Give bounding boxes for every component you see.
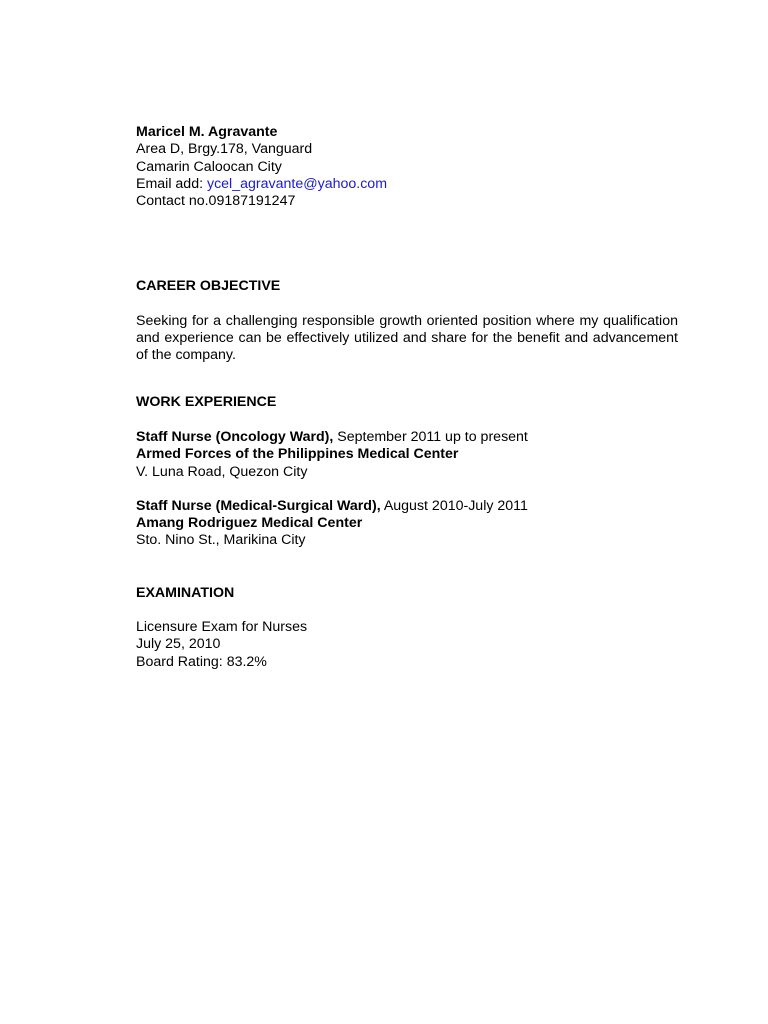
job-position: Staff Nurse (Oncology Ward), bbox=[136, 428, 334, 445]
exam-date: July 25, 2010 bbox=[136, 636, 221, 653]
contact-block bbox=[136, 124, 678, 210]
career-objective-section bbox=[136, 278, 678, 364]
work-experience-title: WORK EXPERIENCE bbox=[136, 393, 277, 410]
career-objective-text: Seeking for a challenging responsible growth oriented position where my qualification and experience can be effectively utilized and share for the benefit and advancement of the company. bbox=[136, 312, 678, 364]
address-line-1: Area D, Brgy.178, Vanguard bbox=[136, 141, 313, 158]
board-rating: Board Rating: 83.2% bbox=[136, 653, 267, 670]
examination-details bbox=[136, 619, 678, 671]
email-link[interactable]: ycel_agravante@yahoo.com bbox=[206, 175, 388, 192]
resume-document bbox=[136, 124, 678, 671]
email-line bbox=[136, 176, 678, 193]
job-location: V. Luna Road, Quezon City bbox=[136, 463, 308, 480]
examination-title: EXAMINATION bbox=[136, 584, 235, 601]
job-entry bbox=[136, 429, 678, 481]
contact-number: Contact no.09187191247 bbox=[136, 193, 296, 210]
job-period: August 2010-July 2011 bbox=[380, 497, 528, 514]
job-period: September 2011 up to present bbox=[333, 428, 528, 445]
email-label: Email add: bbox=[136, 175, 207, 192]
job-entry bbox=[136, 498, 678, 550]
job-title-line bbox=[136, 498, 678, 515]
work-experience-section bbox=[136, 394, 678, 550]
applicant-name: Maricel M. Agravante bbox=[136, 124, 278, 140]
job-employer: Armed Forces of the Philippines Medical Center bbox=[136, 446, 459, 463]
address-line-2: Camarin Caloocan City bbox=[136, 158, 282, 175]
job-title-line bbox=[136, 429, 678, 446]
exam-name: Licensure Exam for Nurses bbox=[136, 619, 308, 636]
job-employer: Amang Rodriguez Medical Center bbox=[136, 515, 363, 532]
examination-section bbox=[136, 585, 678, 671]
career-objective-title: CAREER OBJECTIVE bbox=[136, 278, 281, 295]
job-position: Staff Nurse (Medical-Surgical Ward), bbox=[136, 497, 381, 514]
job-location: Sto. Nino St., Marikina City bbox=[136, 532, 306, 549]
